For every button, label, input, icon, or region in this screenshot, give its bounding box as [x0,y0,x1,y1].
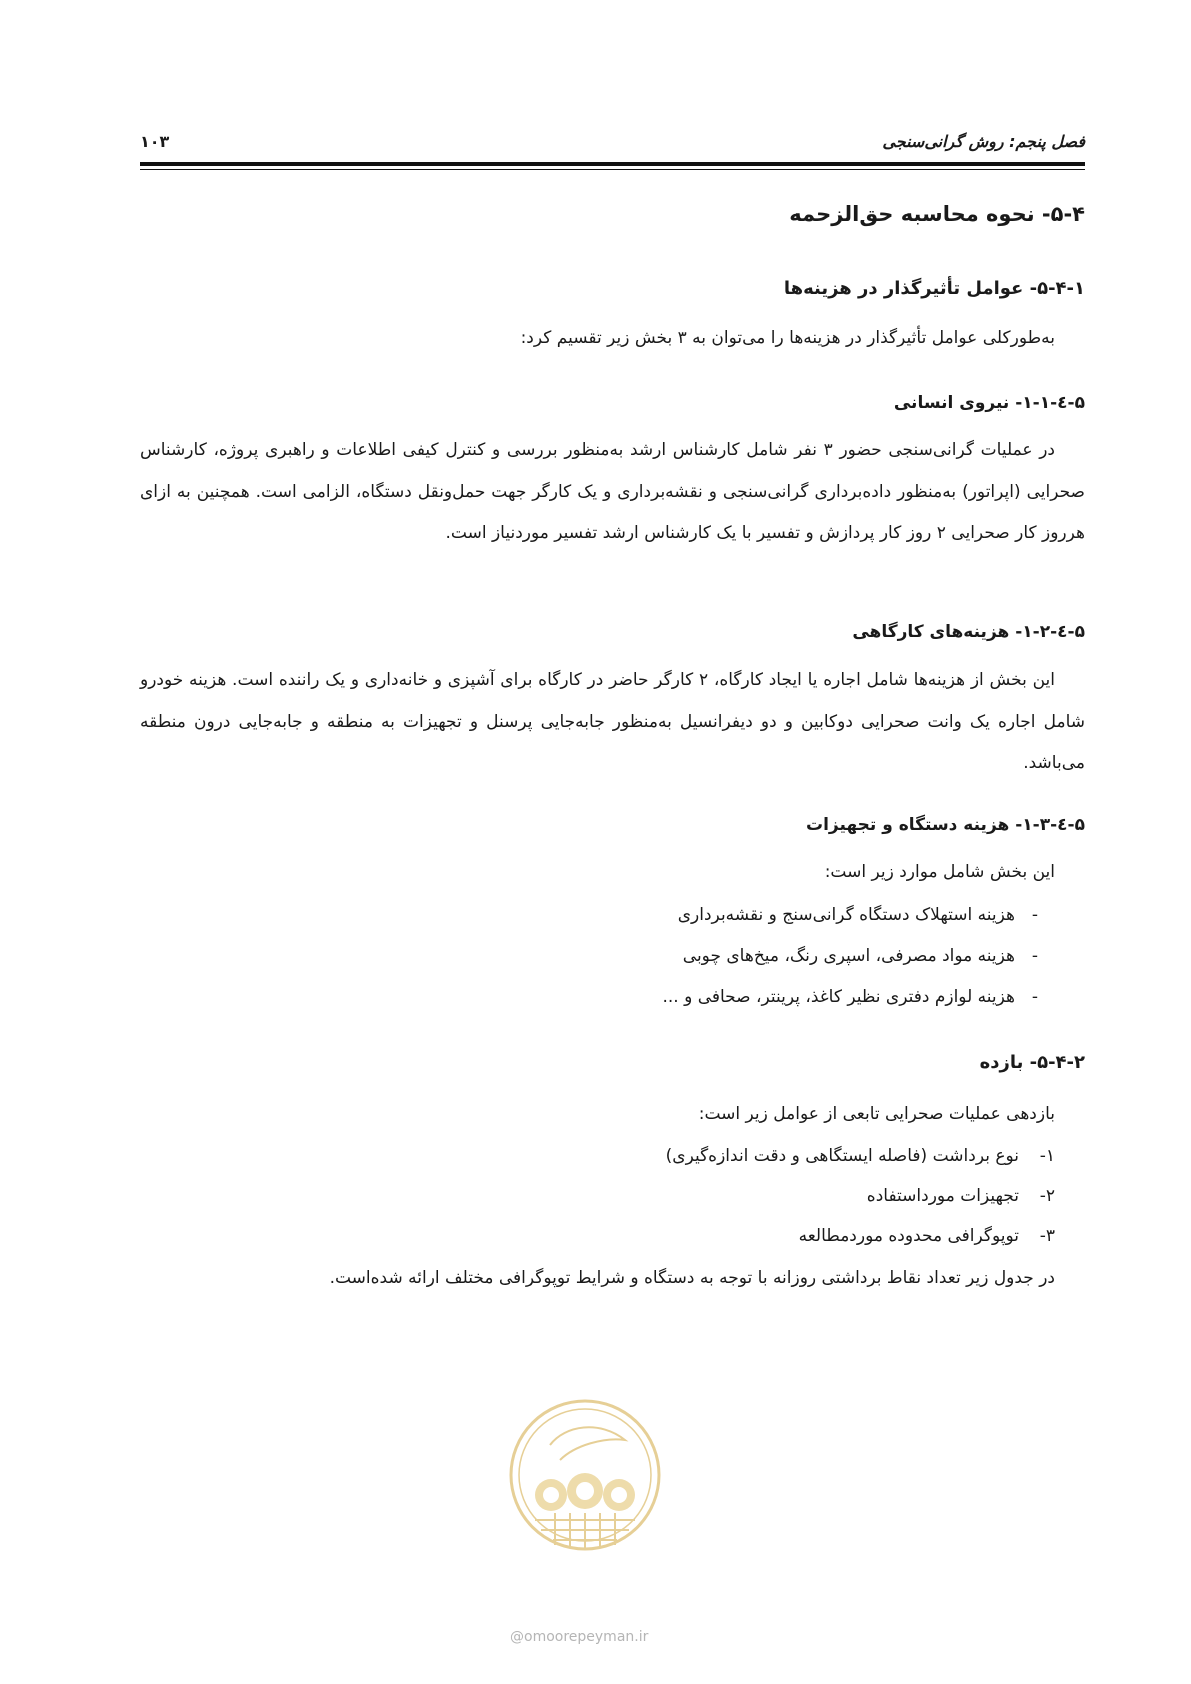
paragraph-workshop-costs: این بخش از هزینه‌ها شامل اجاره یا ایجاد کارگاه، ۲ کارگر حاضر در کارگاه برای آشپزی و خانه‌داری و یک راننده است. هزینه خودرو شامل اجاره یک وانت صحرایی دوکابین و دو دیفرانسیل به‌منظور جابه‌جایی پرسنل و تجهیزات به منطقه و جابه‌جایی درون منطقه می‌باشد. [140,670,1085,773]
paragraph-human-resources: در عملیات گرانی‌سنجی حضور ۳ نفر شامل کارشناس ارشد به‌منظور بررسی و کنترل کیفی اطلاعات و راهبری پروژه، کارشناس صحرایی (اپراتور) به‌منظور داده‌برداری گرانی‌سنجی و نقشه‌برداری و یک کارگر جهت حمل‌ونقل دستگاه، الزامی است. همچنین به ازای هرروز کار صحرایی ۲ روز کار پردازش و تفسیر با یک کارشناس ارشد تفسیر موردنیاز است. [140,440,1085,543]
equipment-intro: این بخش شامل موارد زیر است: [824,862,1055,882]
page-number: ۱۰۳ [140,132,170,151]
bullet-marker: - [1031,946,1039,966]
efficiency-intro: بازدهی عملیات صحرایی تابعی از عوامل زیر است: [698,1104,1055,1124]
numbered-item [867,1186,1055,1206]
header-rule-thin [140,169,1085,170]
heading-workshop-costs: ۵-٤-۱-۲- هزینه‌های کارگاهی [852,622,1085,642]
header-rule [140,162,1085,166]
item-text: نوع برداشت (فاصله ایستگاهی و دقت اندازه‌گیری) [665,1146,1019,1166]
numbered-item [799,1226,1055,1246]
subsection-heading-efficiency: ۵-۴-۲- بازده [979,1052,1085,1073]
watermark-url: @omoorepeyman.ir [510,1629,649,1645]
bullet-text: هزینه استهلاک دستگاه گرانی‌سنج و نقشه‌برداری [677,905,1015,925]
item-number: ۱- [1039,1146,1055,1166]
cost-factors-intro: به‌طورکلی عوامل تأثیرگذار در هزینه‌ها را می‌توان به ۳ بخش زیر تقسیم کرد: [520,328,1055,348]
watermark-logo [505,1395,665,1555]
bullet-marker: - [1031,905,1039,925]
bullet-text: هزینه مواد مصرفی، اسپری رنگ، میخ‌های چوبی [682,946,1015,966]
bullet-marker: - [1031,987,1039,1007]
bullet-item [683,946,1055,966]
bullet-item [678,905,1055,925]
item-text: توپوگرافی محدوده موردمطالعه [798,1226,1019,1246]
numbered-item [666,1146,1055,1166]
item-text: تجهیزات مورداستفاده [866,1186,1019,1206]
heading-equipment-costs: ۵-٤-۱-۳- هزینه دستگاه و تجهیزات [806,815,1085,835]
efficiency-closing: در جدول زیر تعداد نقاط برداشتی روزانه با توجه به دستگاه و شرایط توپوگرافی مختلف ارائه شده‌است. [329,1268,1055,1288]
bullet-text: هزینه لوازم دفتری نظیر کاغذ، پرینتر، صحافی و ... [662,987,1015,1007]
item-number: ۲- [1039,1186,1055,1206]
heading-human-resources: ۵-٤-۱-۱- نیروی انسانی [893,393,1085,413]
bullet-item [662,987,1055,1007]
section-heading: ۵-۴- نحوه محاسبه حق‌الزحمه [789,202,1085,226]
subsection-heading-cost-factors: ۵-۴-۱- عوامل تأثیرگذار در هزینه‌ها [783,278,1085,299]
logo-seal-icon [505,1395,665,1555]
running-header [140,128,1085,158]
item-number: ۳- [1039,1226,1055,1246]
chapter-title: فصل پنجم: روش گرانی‌سنجی [882,132,1085,151]
